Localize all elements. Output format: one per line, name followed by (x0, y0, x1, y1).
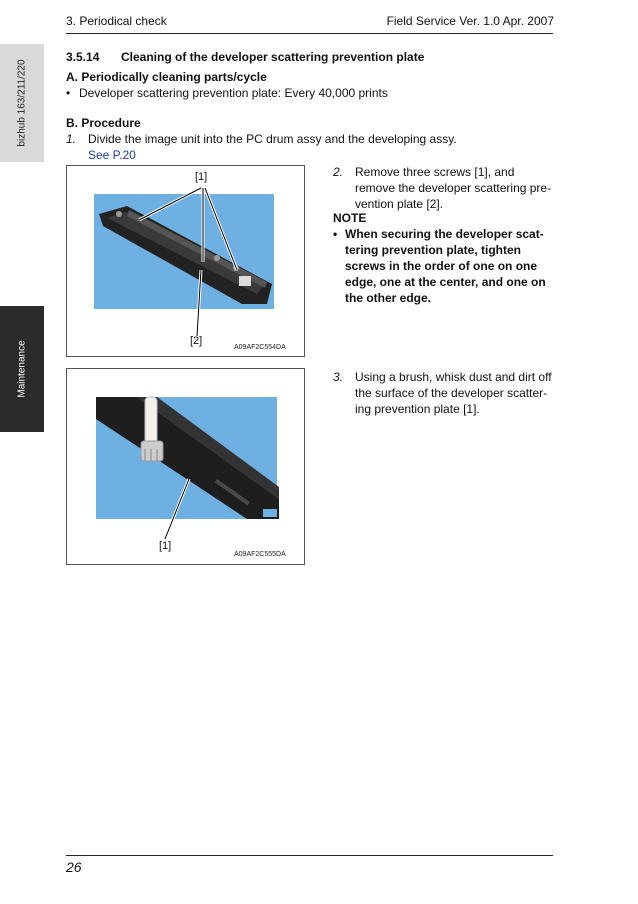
note-line: edge, one at the center, and one on (345, 275, 546, 289)
step-1-text: Divide the image unit into the PC drum assy and the developing assy. (88, 132, 457, 146)
note-line: tering prevention plate, tighten (345, 243, 522, 257)
step-2-line: remove the developer scattering pre- (355, 181, 552, 195)
sidebar-model-label: bizhub 163/211/220 (16, 59, 28, 147)
note-line: When securing the developer scat- (345, 227, 544, 241)
section-title: Cleaning of the developer scattering prevention plate (121, 50, 425, 64)
sidebar-section-tab (0, 306, 44, 432)
step-1-link[interactable]: See P.20 (88, 148, 136, 162)
header-rule (66, 33, 553, 34)
figure-2-code: A09AF2C555DA (234, 551, 286, 558)
note-bullet: • (333, 227, 338, 241)
figure-2-frame (66, 368, 305, 565)
figure-1-code: A09AF2C554DA (234, 344, 286, 351)
header-chapter: 3. Periodical check (66, 14, 167, 28)
footer-rule (66, 855, 553, 856)
step-2-line: Remove three screws [1], and (355, 165, 515, 179)
step-3-line: Using a brush, whisk dust and dirt off (355, 370, 552, 384)
section-number: 3.5.14 (66, 50, 100, 64)
figure-2-photo (67, 369, 304, 564)
step-3-line: ing prevention plate [1]. (355, 402, 480, 416)
figure-1-callout-2: [2] (190, 335, 203, 347)
step-2-text (355, 164, 565, 212)
step-1-number: 1. (66, 132, 77, 146)
note-title: NOTE (333, 211, 367, 225)
figure-1-callout-1: [1] (195, 171, 208, 183)
page-number: 26 (66, 859, 82, 875)
screw-2 (214, 255, 220, 261)
sidebar-section-label: Maintenance (16, 340, 28, 398)
note-line: the other edge. (345, 291, 432, 305)
part-a-bullet: • (66, 86, 71, 100)
sidebar-model-tab (0, 44, 44, 162)
part-a-heading: A. Periodically cleaning parts/cycle (66, 70, 267, 84)
figure-1-frame (66, 165, 305, 357)
step-3-text (355, 369, 570, 417)
step-3-line: the surface of the developer scatter- (355, 386, 548, 400)
brush-bristles (141, 441, 163, 461)
part-a-item: Developer scattering prevention plate: Every 40,000 prints (79, 86, 388, 100)
step-2-number: 2. (333, 165, 344, 179)
part-b-heading: B. Procedure (66, 116, 141, 130)
figure-2-callout-1: [1] (159, 540, 172, 552)
step-3-number: 3. (333, 370, 344, 384)
step-2-line: vention plate [2]. (355, 197, 444, 211)
note-text (345, 226, 565, 306)
figure-1-photo (67, 166, 304, 356)
note-line: screws in the order of one on one (345, 259, 538, 273)
header-manual-version: Field Service Ver. 1.0 Apr. 2007 (386, 14, 554, 28)
screw-1 (116, 211, 122, 217)
